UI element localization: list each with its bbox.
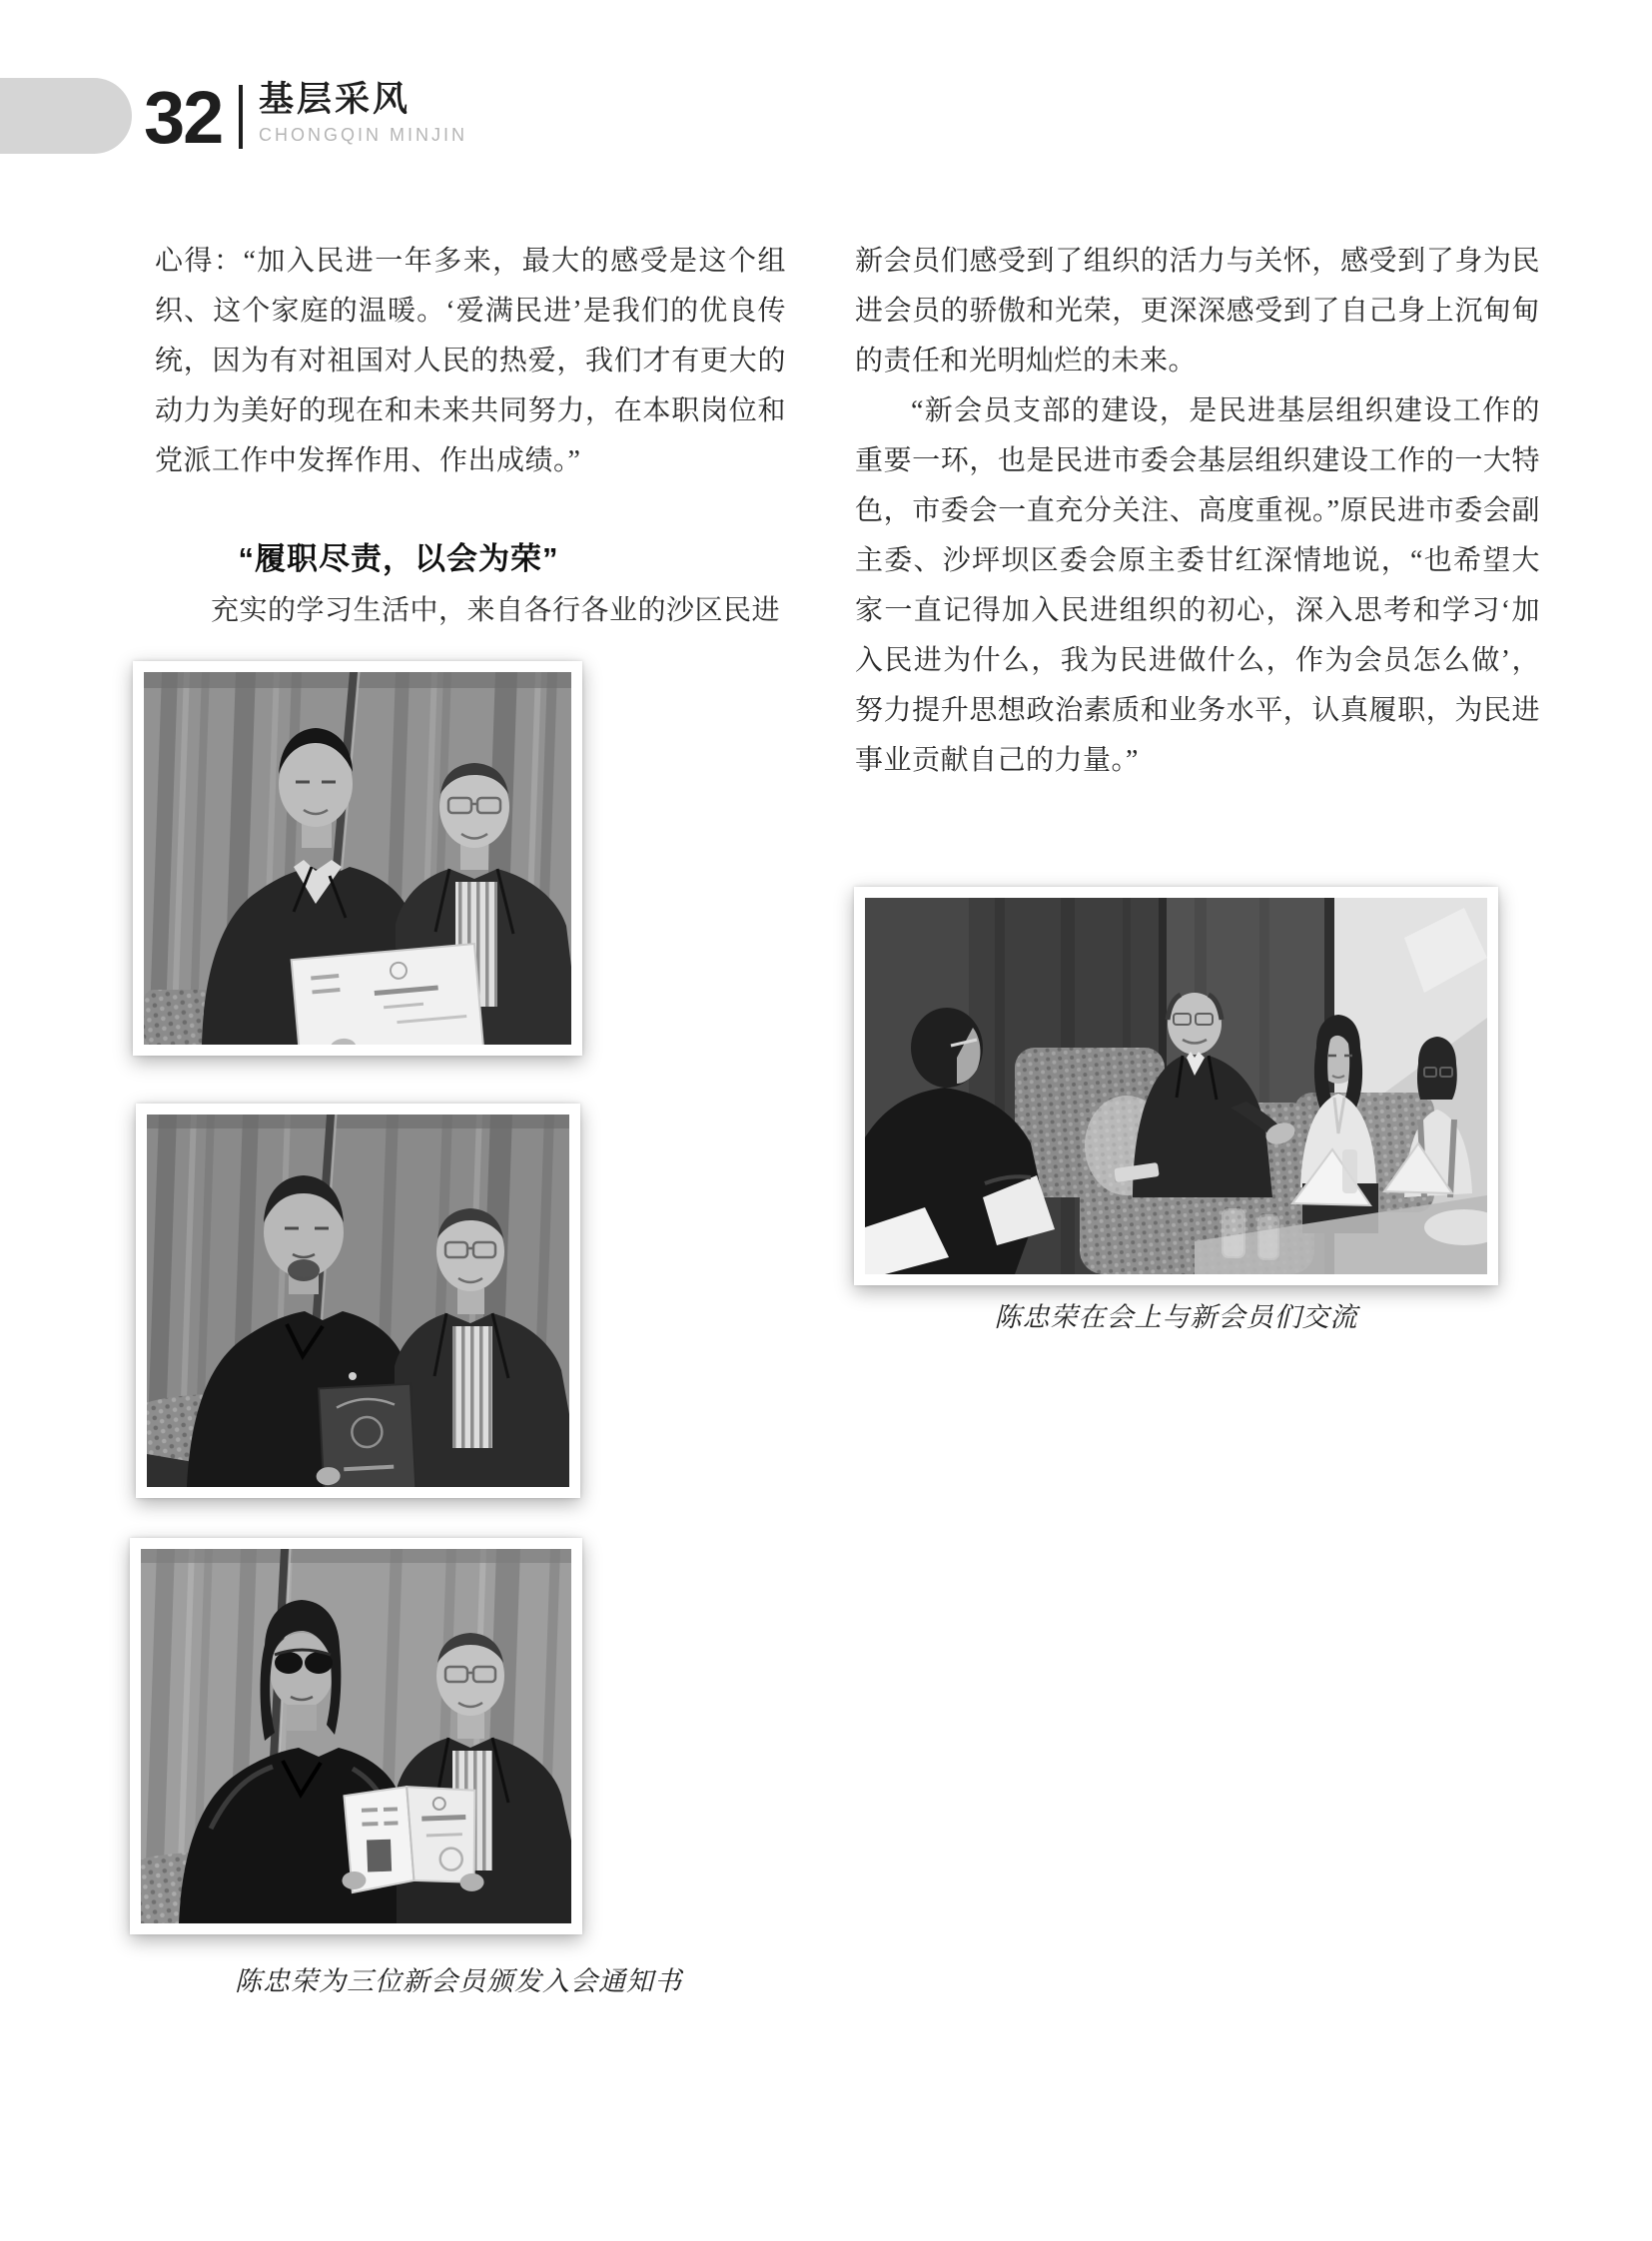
photo-1-illustration xyxy=(144,672,571,1045)
photo-certificate-ceremony-3 xyxy=(130,1538,582,1934)
section-subtitle: CHONGQIN MINJIN xyxy=(259,125,467,145)
page-number: 32 xyxy=(144,76,223,159)
left-column-lead-line: 充实的学习生活中，来自各行各业的沙区民进 xyxy=(211,595,781,626)
photo-meeting-discussion xyxy=(854,887,1498,1285)
right-column-paragraph-1: 新会员们感受到了组织的活力与关怀，感受到了身为民进会员的骄傲和光荣，更深深感受到了自己身上沉甸甸的责任和光明灿烂的未来。 xyxy=(855,246,1540,376)
photo-caption-awards: 陈忠荣为三位新会员颁发入会通知书 xyxy=(235,1966,682,1996)
photo-4-illustration xyxy=(865,898,1487,1274)
photo-caption-meeting: 陈忠荣在会上与新会员们交流 xyxy=(994,1302,1358,1332)
right-column-paragraph-2: “新会员支部的建设，是民进基层组织建设工作的重要一环，也是民进市委会基层组织建设工作的一大特色，市委会一直充分关注、高度重视。”原民进市委会副主委、沙坪坝区委会原主委甘红深情地说，“也希望大家一直记得加入民进组织的初心，深入思考和学习‘加入民进为什么，我为民进做什么，作为会员怎么做’，努力提升思想政治素质和业务水平，认真履职，为民进事业贡献自己的力量。” xyxy=(855,395,1540,776)
photo-certificate-ceremony-1 xyxy=(133,661,582,1056)
article-subheading: “履职尽责，以会为荣” xyxy=(238,541,559,576)
photo-certificate-ceremony-2 xyxy=(136,1104,580,1498)
corner-tab-shape xyxy=(0,78,132,154)
photo-2-illustration xyxy=(147,1115,569,1487)
header-divider xyxy=(239,85,243,149)
left-column-paragraph: 心得：“加入民进一年多来，最大的感受是这个组织、这个家庭的温暖。‘爱满民进’是我们的优良传统，因为有对祖国对人民的热爱，我们才有更大的动力为美好的现在和未来共同努力，在本职岗位和党派工作中发挥作用、作出成绩。” xyxy=(155,246,786,476)
section-title: 基层采风 xyxy=(259,80,412,119)
photo-3-illustration xyxy=(141,1549,571,1923)
right-column xyxy=(855,237,1540,786)
